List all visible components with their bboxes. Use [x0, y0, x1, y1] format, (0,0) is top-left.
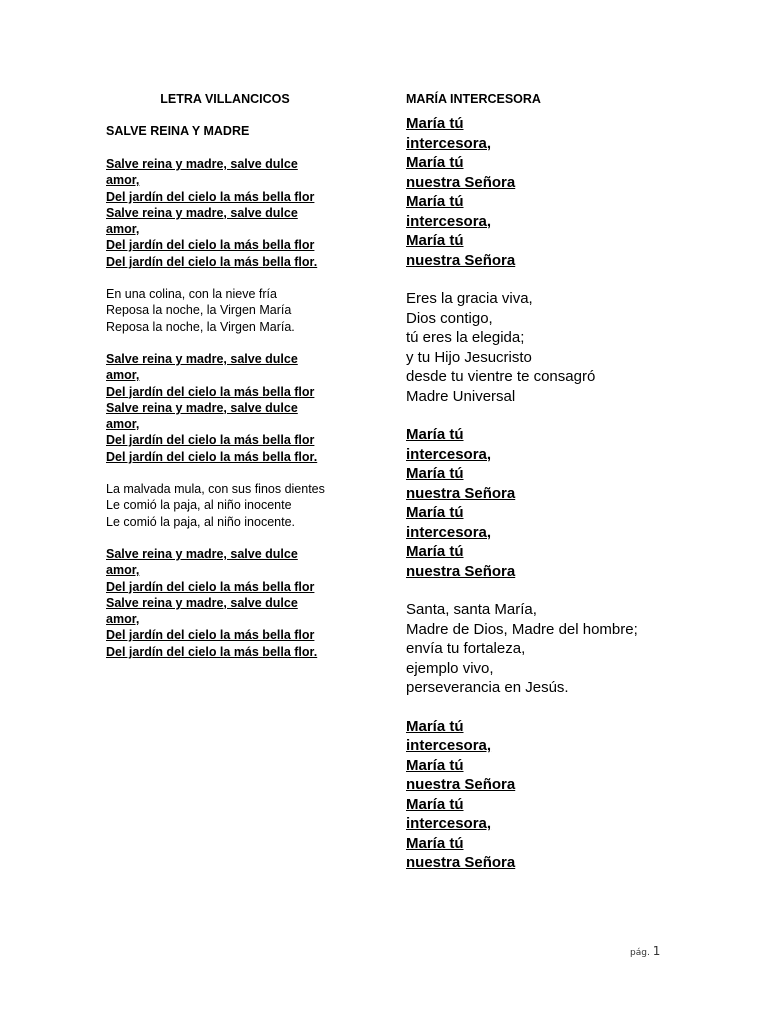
page-number-value: 1: [652, 944, 661, 958]
lyric-line: amor,: [106, 563, 140, 578]
chorus-stanza: [406, 425, 706, 581]
lyric-line: intercesora,: [406, 212, 492, 230]
lyric-line: y tu Hijo Jesucristo: [406, 348, 532, 366]
lyric-line: Del jardín del cielo la más bella flor: [106, 579, 315, 594]
lyric-line: María tú: [406, 504, 464, 521]
document-title: LETRA VILLANCICOS: [160, 92, 290, 106]
lyric-line: Le comió la paja, al niño inocente.: [106, 514, 296, 529]
song-title-salve-reina: SALVE REINA Y MADRE: [106, 124, 250, 138]
chorus-stanza: [406, 717, 706, 873]
lyric-line: desde tu vientre te consagró: [406, 368, 596, 385]
lyric-line: Del jardín del cielo la más bella flor.: [106, 449, 318, 464]
lyric-line: María tú: [406, 232, 464, 249]
lyric-line: María tú: [406, 115, 464, 132]
lyric-line: Dios contigo,: [406, 309, 493, 327]
lyric-line: intercesora,: [406, 445, 492, 463]
left-column: [106, 91, 356, 676]
lyric-line: ejemplo vivo,: [406, 659, 494, 677]
lyric-line: Salve reina y madre, salve dulce: [106, 595, 298, 610]
song-title-maria-intercesora: MARÍA INTERCESORA: [406, 92, 541, 106]
lyric-line: Del jardín del cielo la más bella flor.: [106, 644, 318, 659]
lyric-line: La malvada mula, con sus finos dientes: [106, 482, 325, 497]
lyric-line: perseverancia en Jesús.: [406, 679, 569, 696]
lyric-line: María tú: [406, 543, 464, 560]
lyric-line: Salve reina y madre, salve dulce: [106, 400, 298, 415]
lyric-line: amor,: [106, 222, 140, 237]
lyric-line: intercesora,: [406, 737, 492, 754]
lyric-line: María tú: [406, 795, 464, 813]
lyric-line: Salve reina y madre, salve dulce: [106, 546, 298, 561]
lyric-line: nuestra Señora: [406, 562, 516, 580]
right-lyrics: [406, 114, 706, 873]
lyric-line: María tú: [406, 465, 464, 482]
lyric-line: Del jardín del cielo la más bella flor: [106, 384, 315, 399]
lyric-line: amor,: [106, 173, 140, 188]
chorus-stanza: [406, 114, 706, 270]
lyric-line: Madre Universal: [406, 387, 516, 405]
lyric-line: nuestra Señora: [406, 854, 516, 871]
verse-stanza: [406, 289, 706, 406]
lyric-line: Salve reina y madre, salve dulce: [106, 351, 298, 366]
lyric-line: Del jardín del cielo la más bella flor: [106, 628, 315, 643]
page-number: [630, 944, 660, 958]
lyric-line: amor,: [106, 612, 140, 627]
lyric-line: Salve reina y madre, salve dulce: [106, 205, 298, 220]
lyric-line: amor,: [106, 368, 140, 383]
lyric-line: María tú: [406, 193, 464, 210]
lyric-line: nuestra Señora: [406, 251, 516, 269]
lyric-line: intercesora,: [406, 134, 492, 152]
lyric-line: Madre de Dios, Madre del hombre;: [406, 620, 638, 638]
verse-stanza: [406, 600, 706, 698]
page-label: pág.: [630, 948, 650, 958]
lyric-line: Del jardín del cielo la más bella flor: [106, 238, 315, 253]
chorus-stanza: [106, 546, 356, 660]
lyric-line: María tú: [406, 717, 464, 735]
lyric-line: María tú: [406, 756, 464, 774]
lyric-line: amor,: [106, 417, 140, 432]
verse-stanza: [106, 286, 356, 335]
lyric-line: nuestra Señora: [406, 173, 516, 191]
lyric-line: tú eres la elegida;: [406, 329, 525, 346]
right-column: [406, 91, 706, 892]
lyric-line: María tú: [406, 834, 464, 852]
lyric-line: Del jardín del cielo la más bella flor: [106, 433, 315, 448]
lyric-line: Eres la gracia viva,: [406, 290, 533, 307]
lyric-line: Del jardín del cielo la más bella flor.: [106, 254, 318, 269]
lyric-line: intercesora,: [406, 815, 492, 832]
lyric-line: Reposa la noche, la Virgen María: [106, 303, 292, 318]
lyric-line: Le comió la paja, al niño inocente: [106, 498, 292, 513]
lyric-line: Santa, santa María,: [406, 601, 537, 618]
lyric-line: María tú: [406, 154, 464, 171]
chorus-stanza: [106, 156, 356, 270]
lyric-line: nuestra Señora: [406, 776, 516, 793]
lyric-line: envía tu fortaleza,: [406, 640, 526, 657]
lyric-line: Reposa la noche, la Virgen María.: [106, 319, 295, 334]
chorus-stanza: [106, 351, 356, 465]
lyric-line: Del jardín del cielo la más bella flor: [106, 189, 315, 204]
verse-stanza: [106, 481, 356, 530]
lyric-line: María tú: [406, 426, 464, 443]
left-lyrics: [106, 156, 356, 660]
lyric-line: Salve reina y madre, salve dulce: [106, 157, 298, 171]
lyric-line: En una colina, con la nieve fría: [106, 287, 277, 302]
lyric-line: intercesora,: [406, 523, 492, 541]
lyric-line: nuestra Señora: [406, 484, 516, 502]
